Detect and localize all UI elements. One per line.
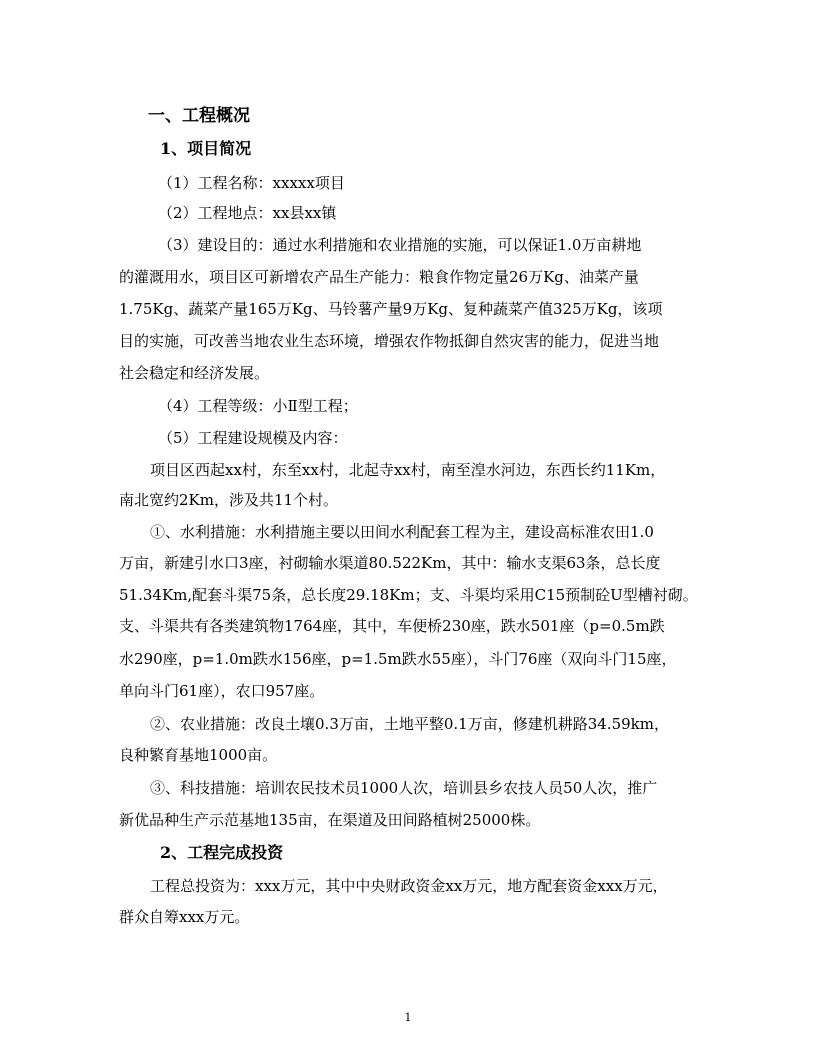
paragraph-line: 水290座，p=1.0m跌水156座，p=1.5m跌水55座），斗门76座（双向斗门15座， [119, 650, 677, 668]
item-project-name: （1）工程名称：xxxxx项目 [158, 174, 345, 192]
paragraph-line: ②、农业措施：改良土壤0.3万亩，土地平整0.1万亩，修建机耕路34.59km， [150, 715, 669, 733]
heading-engineering-overview: 一、工程概况 [148, 106, 250, 126]
section-title-project-summary: 1、项目简况 [160, 139, 252, 158]
paragraph-line: 良种繁育基地1000亩。 [119, 746, 278, 764]
paragraph-line: 单向斗门61座），农口957座。 [119, 682, 325, 700]
paragraph-line: ①、水利措施：水利措施主要以田间水利配套工程为主，建设高标准农田1.0 [150, 523, 654, 541]
paragraph-line: 群众自筹xxx万元。 [119, 908, 250, 926]
item-construction-scope: （5）工程建设规模及内容： [158, 429, 348, 447]
item-engineering-grade: （4）工程等级：小Ⅱ型工程； [158, 397, 358, 415]
paragraph-line: 新优品种生产示范基地135亩，在渠道及田间路植树25000株。 [119, 811, 541, 829]
paragraph-line: 工程总投资为：xxx万元，其中中央财政资金xx万元，地方配套资金xxx万元， [150, 877, 668, 895]
paragraph-line: 万亩，新建引水口3座，衬砌输水渠道80.522Km，其中：输水支渠63条，总长度 [119, 554, 661, 572]
section-title-investment: 2、工程完成投资 [160, 843, 284, 862]
paragraph-line: 51.34Km,配套斗渠75条，总长度29.18Km；支、斗渠均采用C15预制砼U型槽衬砌。 [119, 586, 698, 604]
paragraph-line: 1.75Kg、蔬菜产量165万Kg、马铃薯产量9万Kg、复种蔬菜产值325万Kg，该项 [119, 300, 663, 318]
page-number: 1 [404, 1011, 412, 1024]
item-project-location: （2）工程地点：xx县xx镇 [158, 204, 337, 222]
paragraph-line: 支、斗渠共有各类建筑物1764座，其中，车便桥230座，跌水501座（p=0.5m跌 [119, 617, 665, 635]
paragraph-line: 项目区西起xx村，东至xx村，北起寺xx村，南至湟水河边，东西长约11Km， [150, 461, 666, 479]
paragraph-line: 的灌溉用水，项目区可新增农产品生产能力：粮食作物定量26万Kg、油菜产量 [119, 268, 639, 286]
paragraph-line: （3）建设目的：通过水利措施和农业措施的实施，可以保证1.0万亩耕地 [158, 236, 642, 254]
paragraph-line: ③、科技措施：培训农民技术员1000人次，培训县乡农技人员50人次，推广 [150, 779, 658, 797]
paragraph-line: 目的实施，可改善当地农业生态环境，增强农作物抵御自然灾害的能力，促进当地 [119, 332, 660, 350]
paragraph-line: 南北宽约2Km，涉及共11个村。 [119, 491, 339, 509]
paragraph-line: 社会稳定和经济发展。 [119, 364, 270, 382]
